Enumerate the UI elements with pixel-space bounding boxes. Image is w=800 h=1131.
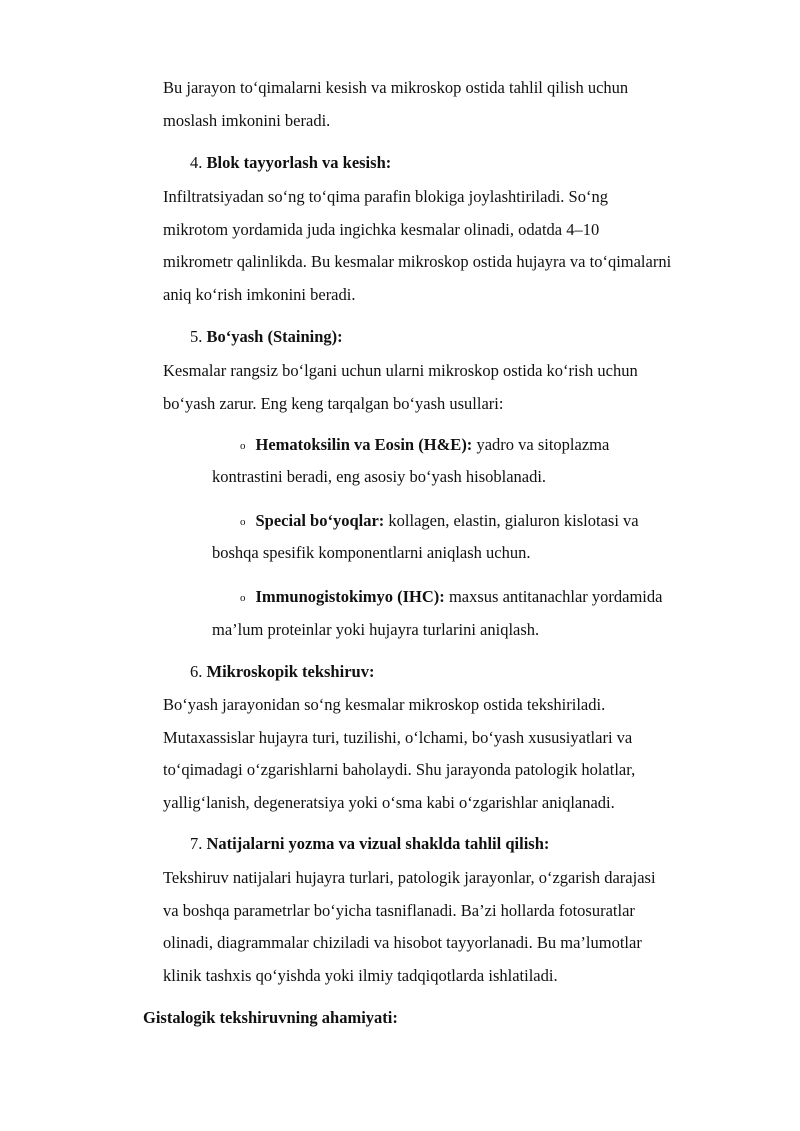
bullet-marker: o [240,516,246,528]
step-5-heading [190,326,343,348]
body-text-line: bo‘yash zarur. Eng keng tarqalgan bo‘yash usullari: [163,394,504,413]
body-text-line: yallig‘lanish, degeneratsiya yoki o‘sma kabi o‘zgarishlar aniqlanadi. [163,793,615,812]
body-text-line: mikrometr qalinlikda. Bu kesmalar mikroskop ostida hujayra va to‘qimalarni [163,252,672,271]
bullet-continuation: kontrastini beradi, eng asosiy bo‘yash hisoblanadi. [212,467,547,486]
body-text-line: Bo‘yash jarayonidan so‘ng kesmalar mikroskop ostida tekshiriladi. [163,695,606,714]
body-text-line: mikrotom yordamida juda ingichka kesmalar olinadi, odatda 4–10 [163,220,600,239]
step-number: 4. [190,153,203,172]
section-heading: Gistalogik tekshiruvning ahamiyati: [143,1008,398,1027]
body-text-line: Bu jarayon to‘qimalarni kesish va mikroskop ostida tahlil qilish uchun [163,78,629,97]
body-text-line: moslash imkonini beradi. [163,111,331,130]
list-item [240,434,609,458]
body-text-line: va boshqa parametrlar bo‘yicha tasniflanadi. Ba’zi hollarda fotosuratlar [163,901,635,920]
body-text-line: olinadi, diagrammalar chiziladi va hisobot tayyorlanadi. Bu ma’lumotlar [163,933,642,952]
bullet-term: Immunogistokimyo (IHC): [255,587,445,606]
bullet-term: Hematoksilin va Eosin (H&E): [255,435,473,454]
bullet-marker: o [240,592,246,604]
step-title: Mikroskopik tekshiruv: [206,662,375,681]
body-text-line: klinik tashxis qo‘yishda yoki ilmiy tadqiqotlarda ishlatiladi. [163,966,558,985]
step-number: 6. [190,662,203,681]
bullet-text: kollagen, elastin, gialuron kislotasi va [384,511,639,530]
bullet-marker: o [240,440,246,452]
step-number: 5. [190,327,203,346]
bullet-continuation: boshqa spesifik komponentlarni aniqlash uchun. [212,543,531,562]
body-text-line: Infiltratsiyadan so‘ng to‘qima parafin blokiga joylashtiriladi. So‘ng [163,187,608,206]
step-title: Natijalarni yozma va vizual shaklda tahlil qilish: [206,834,550,853]
step-6-heading [190,661,374,683]
body-text-line: aniq ko‘rish imkonini beradi. [163,285,356,304]
body-text-line: Kesmalar rangsiz bo‘lgani uchun ularni mikroskop ostida ko‘rish uchun [163,361,638,380]
step-number: 7. [190,834,203,853]
body-text-line: Tekshiruv natijalari hujayra turlari, patologik jarayonlar, o‘zgarish darajasi [163,868,656,887]
bullet-continuation: ma’lum proteinlar yoki hujayra turlarini aniqlash. [212,620,540,639]
bullet-text: maxsus antitanachlar yordamida [444,587,663,606]
step-title: Bo‘yash (Staining): [206,327,343,346]
bullet-text: yadro va sitoplazma [472,435,610,454]
body-text-line: Mutaxassislar hujayra turi, tuzilishi, o‘lchami, bo‘yash xususiyatlari va [163,728,633,747]
step-4-heading [190,152,391,174]
step-title: Blok tayyorlash va kesish: [206,153,392,172]
list-item [240,586,662,610]
step-7-heading [190,833,549,855]
body-text-line: to‘qimadagi o‘zgarishlarni baholaydi. Shu jarayonda patologik holatlar, [163,760,636,779]
bullet-term: Special bo‘yoqlar: [255,511,385,530]
list-item [240,510,639,534]
